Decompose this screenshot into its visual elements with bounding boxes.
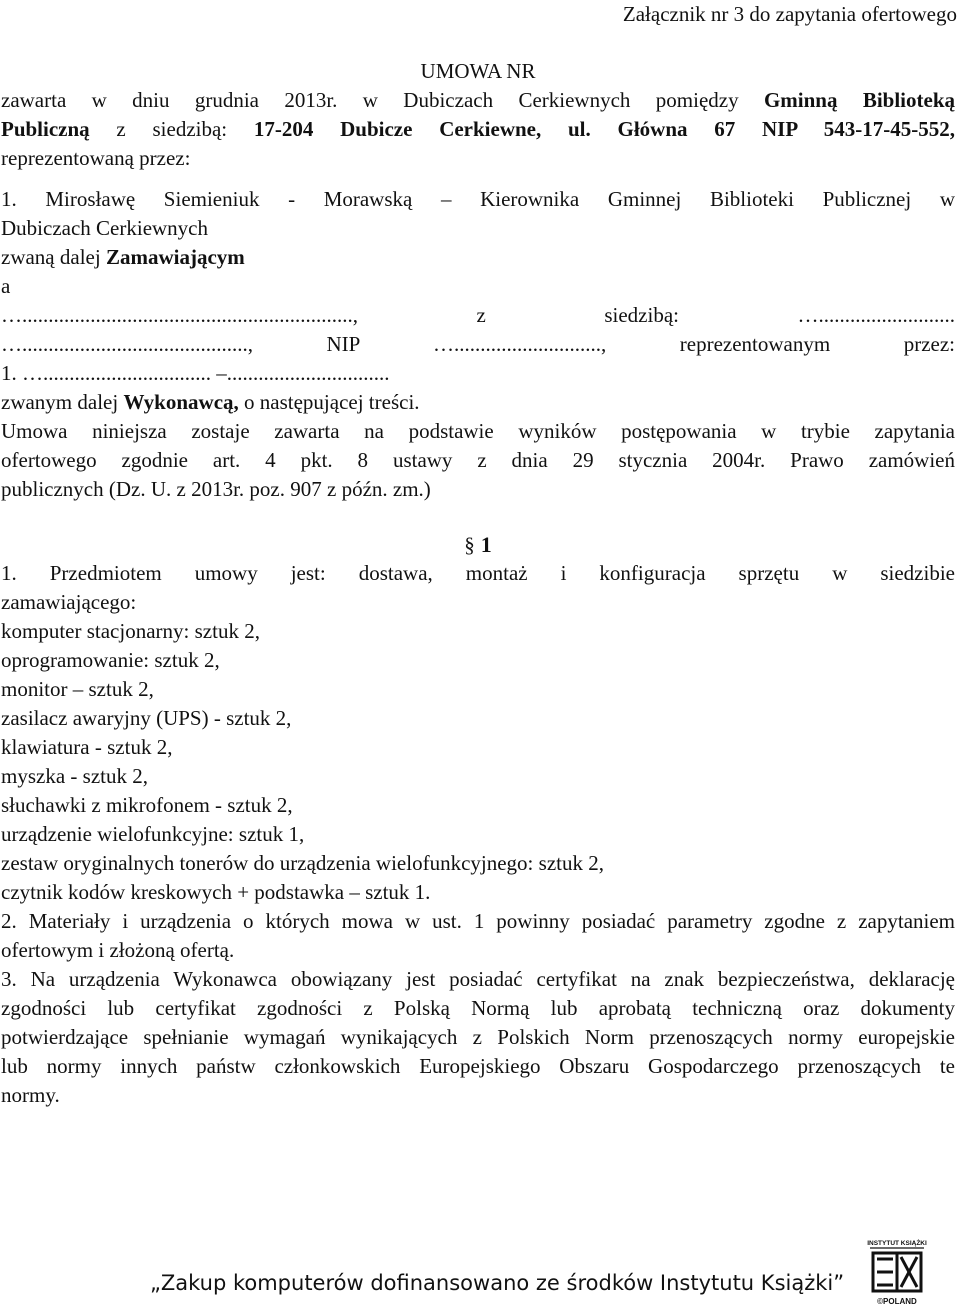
library-name-cont: Publiczną bbox=[1, 117, 90, 141]
party2-line-4 bbox=[1, 388, 955, 417]
intro-line-1 bbox=[1, 86, 955, 115]
list-item: czytnik kodów kreskowych + podstawka – sztuk 1. bbox=[1, 880, 431, 904]
section-heading bbox=[1, 530, 955, 559]
intro-line-3: reprezentowaną przez: bbox=[1, 146, 191, 170]
spacer bbox=[1, 504, 955, 530]
section1-p2-line-2: ofertowym i złożoną ofertą. bbox=[1, 938, 235, 962]
section1-p1-line-2: zamawiającego: bbox=[1, 590, 137, 614]
contract-title: UMOWA NR bbox=[420, 59, 536, 83]
party2-line-3: 1. …................................ –............................... bbox=[1, 361, 390, 385]
party1-line-3 bbox=[1, 243, 955, 272]
basis-line-3: publicznych (Dz. U. z 2013r. poz. 907 z późn. zm.) bbox=[1, 477, 431, 501]
section1-p3-line-5: normy. bbox=[1, 1083, 60, 1107]
intro-text: z siedzibą: bbox=[89, 117, 254, 141]
paragraph-sign: § bbox=[464, 533, 475, 557]
section1-p1-line-1: 1. Przedmiotem umowy jest: dostawa, montaż i konfiguracja sprzętu w siedzibie bbox=[1, 561, 955, 585]
funding-footer: „Zakup komputerów dofinansowano ze środków Instytutu Książki” bbox=[150, 1271, 845, 1295]
list-item: monitor – sztuk 2, bbox=[1, 677, 154, 701]
section1-p3-line-1: 3. Na urządzenia Wykonawca obowiązany jest posiadać certyfikat na znak bezpieczeństwa, deklarację bbox=[1, 967, 955, 991]
section1-p2-line-1: 2. Materiały i urządzenia o których mowa w ust. 1 powinny posiadać parametry zgodne z zapytaniem bbox=[1, 909, 955, 933]
intro-text: zawarta w dniu grudnia 2013r. w Dubiczach Cerkiewnych pomiędzy bbox=[1, 88, 764, 112]
equipment-list bbox=[1, 617, 955, 907]
logo-top-text: INSTYTUT KSIĄŻKI bbox=[867, 1240, 927, 1247]
section1-p3-line-3: potwierdzające spełnianie wymagań wynikających z Polskich Norm przenoszących normy europejskie bbox=[1, 1025, 955, 1049]
list-item: słuchawki z mikrofonem - sztuk 2, bbox=[1, 793, 293, 817]
instytut-ksiazki-logo bbox=[866, 1237, 928, 1307]
library-address: 17-204 Dubicze Cerkiewne, ul. Główna 67 NIP 543-17-45-552, bbox=[253, 117, 955, 141]
list-item: klawiatura - sztuk 2, bbox=[1, 735, 173, 759]
list-item: zestaw oryginalnych tonerów do urządzenia wielofunkcyjnego: sztuk 2, bbox=[1, 851, 604, 875]
party2-line-2: …..........................................., NIP …............................, reprezentowanym przez: bbox=[1, 332, 955, 356]
intro-line-2 bbox=[1, 115, 955, 144]
party2-role-text: zwanym dalej bbox=[1, 390, 124, 414]
list-item: komputer stacjonarny: sztuk 2, bbox=[1, 619, 260, 643]
basis-line-2: ofertowego zgodnie art. 4 pkt. 8 ustawy z dnia 29 stycznia 2004r. Prawo zamówień bbox=[1, 448, 955, 472]
list-item: zasilacz awaryjny (UPS) - sztuk 2, bbox=[1, 706, 292, 730]
list-item: myszka - sztuk 2, bbox=[1, 764, 148, 788]
list-item: urządzenie wielofunkcyjne: sztuk 1, bbox=[1, 822, 305, 846]
party2-line-1: …..............................................................., z siedzibą: ….......................... bbox=[1, 303, 955, 327]
library-name: Gminną Biblioteką bbox=[763, 88, 955, 112]
spacer bbox=[1, 173, 955, 185]
party1-role-text: zwaną dalej bbox=[1, 245, 106, 269]
party1-line-2: Dubiczach Cerkiewnych bbox=[1, 216, 208, 240]
section1-p3-line-4: lub normy innych państw członkowskich Europejskiego Obszaru Gospodarczego przenoszących te bbox=[1, 1054, 955, 1078]
logo-bottom-text: ©POLAND bbox=[877, 1297, 917, 1306]
party1-line-4: a bbox=[1, 274, 11, 298]
basis-line-1: Umowa niniejsza zostaje zawarta na podstawie wyników postępowania w trybie zapytania bbox=[1, 419, 955, 443]
section-number: 1 bbox=[480, 532, 492, 557]
party2-role: Wykonawcą, bbox=[123, 390, 239, 414]
party1-role: Zamawiającym bbox=[105, 245, 245, 269]
attachment-header: Załącznik nr 3 do zapytania ofertowego bbox=[622, 2, 957, 26]
section1-p3-line-2: zgodności lub certyfikat zgodności z Polską Normą lub aprobatą techniczną oraz dokumenty bbox=[1, 996, 955, 1020]
party2-tail: o następującej treści. bbox=[238, 390, 420, 414]
party1-line-1: 1. Mirosławę Siemieniuk - Morawską – Kierownika Gminnej Biblioteki Publicznej w bbox=[1, 187, 955, 211]
list-item: oprogramowanie: sztuk 2, bbox=[1, 648, 220, 672]
document-body bbox=[1, 57, 955, 1110]
